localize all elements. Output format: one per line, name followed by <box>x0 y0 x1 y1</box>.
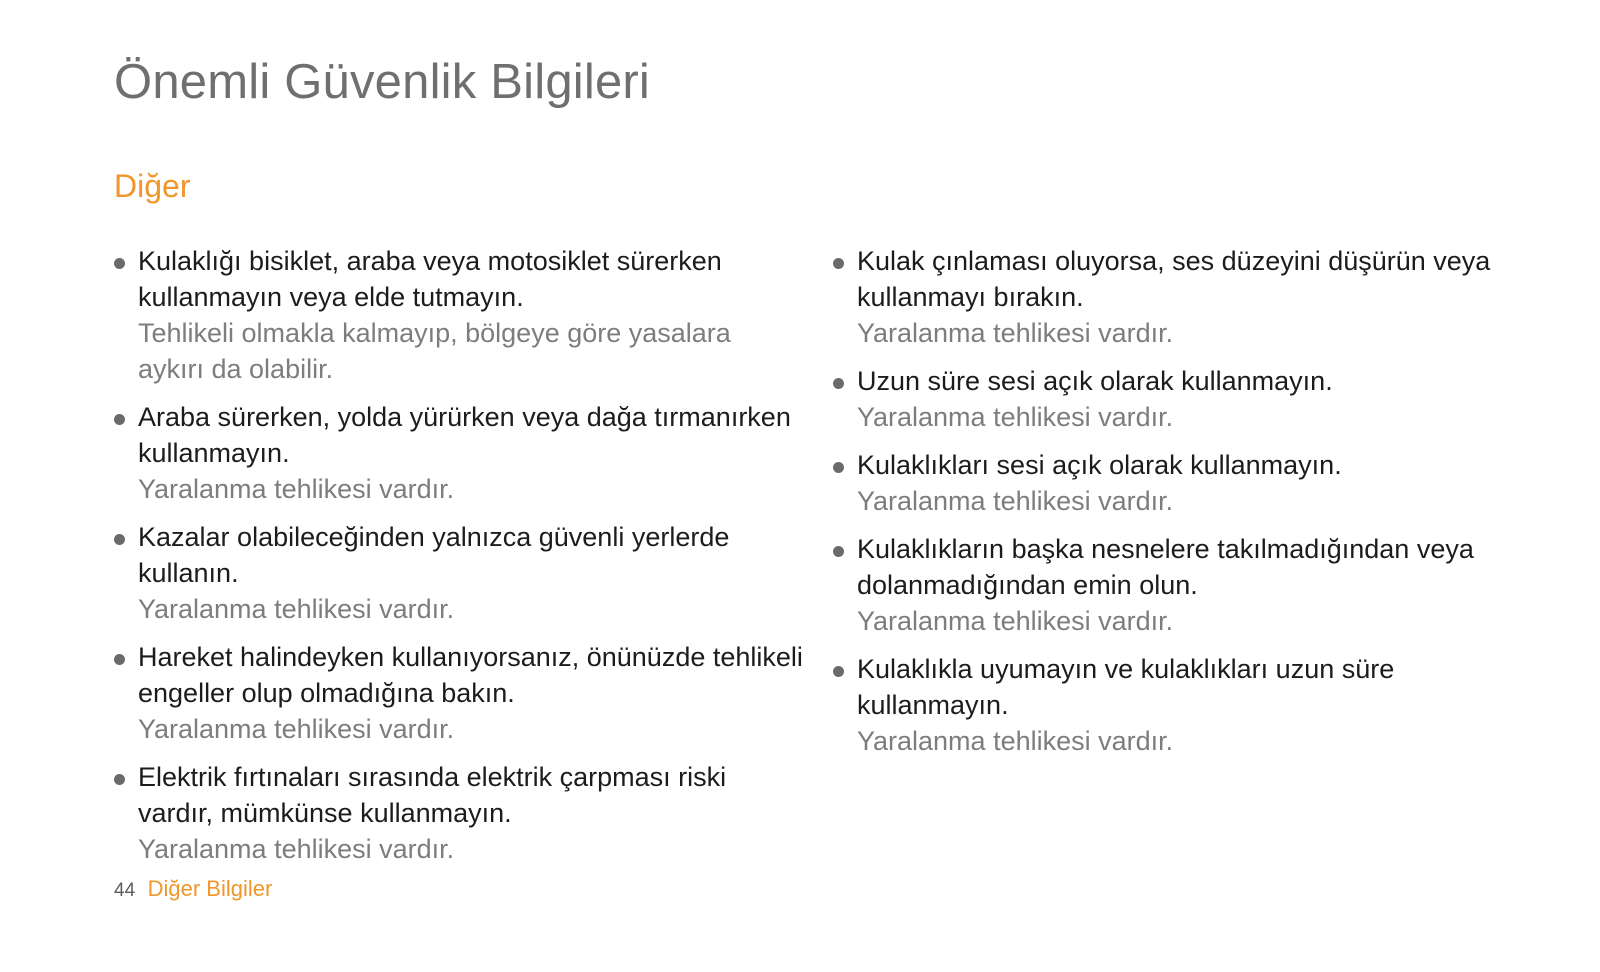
list-item <box>833 531 1533 639</box>
item-note: Yaralanma tehlikesi vardır. <box>857 726 1174 756</box>
item-text: Elektrik fırtınaları sırasında elektrik çarpması riski vardır, mümkünse kullanmayın. <box>138 762 727 828</box>
item-text: Kulaklıkla uyumayın ve kulaklıkları uzun süre kullanmayın. <box>857 654 1395 720</box>
list-item <box>114 243 804 387</box>
list-item <box>833 363 1533 435</box>
bullet-icon <box>833 258 844 269</box>
left-column-list <box>114 243 804 879</box>
item-note: Yaralanma tehlikesi vardır. <box>138 474 455 504</box>
item-note: Tehlikeli olmakla kalmayıp, bölgeye göre yasalara aykırı da olabilir. <box>138 318 731 384</box>
bullet-icon <box>114 414 125 425</box>
item-note: Yaralanma tehlikesi vardır. <box>857 486 1174 516</box>
item-text: Kulaklıkların başka nesnelere takılmadığından veya dolanmadığından emin olun. <box>857 534 1474 600</box>
bullet-icon <box>833 546 844 557</box>
bullet-icon <box>833 378 844 389</box>
item-text: Uzun süre sesi açık olarak kullanmayın. <box>857 366 1333 396</box>
page-footer <box>114 876 272 902</box>
item-text: Araba sürerken, yolda yürürken veya dağa tırmanırken kullanmayın. <box>138 402 791 468</box>
list-item <box>114 759 804 867</box>
list-item <box>833 447 1533 519</box>
bullet-icon <box>833 462 844 473</box>
list-item <box>114 399 804 507</box>
item-note: Yaralanma tehlikesi vardır. <box>857 318 1174 348</box>
item-note: Yaralanma tehlikesi vardır. <box>138 714 455 744</box>
bullet-icon <box>833 666 844 677</box>
page-number: 44 <box>114 880 136 901</box>
item-note: Yaralanma tehlikesi vardır. <box>857 606 1174 636</box>
bullet-icon <box>114 534 125 545</box>
item-note: Yaralanma tehlikesi vardır. <box>138 834 455 864</box>
page-title: Önemli Güvenlik Bilgileri <box>114 55 651 109</box>
list-item <box>833 243 1533 351</box>
footer-section-name: Diğer Bilgiler <box>147 876 273 901</box>
item-note: Yaralanma tehlikesi vardır. <box>138 594 455 624</box>
list-item <box>833 651 1533 759</box>
item-text: Kulak çınlaması oluyorsa, ses düzeyini düşürün veya kullanmayı bırakın. <box>857 246 1491 312</box>
item-text: Kulaklığı bisiklet, araba veya motosiklet sürerken kullanmayın veya elde tutmayın. <box>138 246 722 312</box>
section-heading: Diğer <box>114 168 191 204</box>
item-note: Yaralanma tehlikesi vardır. <box>857 402 1174 432</box>
bullet-icon <box>114 654 125 665</box>
right-column-list <box>833 243 1533 771</box>
item-text: Kulaklıkları sesi açık olarak kullanmayın. <box>857 450 1342 480</box>
list-item <box>114 639 804 747</box>
item-text: Kazalar olabileceğinden yalnızca güvenli yerlerde kullanın. <box>138 522 730 588</box>
bullet-icon <box>114 774 125 785</box>
bullet-icon <box>114 258 125 269</box>
item-text: Hareket halindeyken kullanıyorsanız, önünüzde tehlikeli engeller olup olmadığına bakın. <box>138 642 803 708</box>
list-item <box>114 519 804 627</box>
